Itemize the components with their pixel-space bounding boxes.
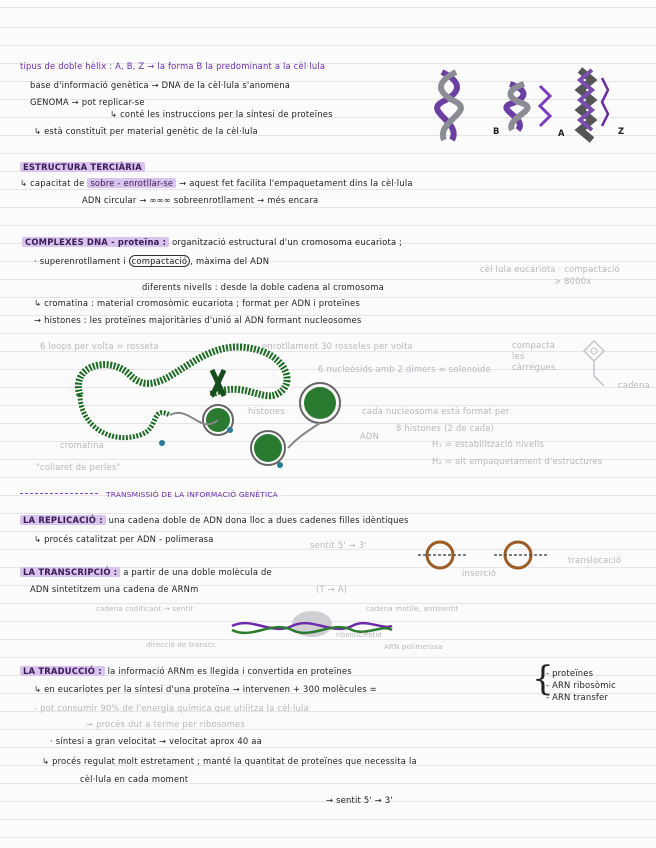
translation-direction: → sentit 5' → 3' — [326, 795, 393, 805]
faint-beads: "collaret de perles" — [36, 462, 121, 472]
faint-charges: compacta les càrregues — [512, 340, 556, 372]
genome-line: GENOMA → pot replicar-se — [30, 97, 145, 107]
faint-coding: cadena codificant → sentit — [96, 605, 194, 613]
helix-drawings — [436, 68, 636, 144]
complexes-line — [22, 237, 402, 248]
faint-translocation: translocació — [568, 555, 622, 565]
faint-chromatin: cromatina — [60, 440, 105, 450]
helix-z-icon — [580, 70, 608, 140]
transcription-heading: LA TRANSCRIPCIÓ : — [20, 567, 120, 577]
regulation-line: ↳ procés regulat molt estretament ; manté la quantitat de proteïnes que necessita la — [42, 756, 417, 766]
helix-a-icon — [506, 84, 550, 130]
chromatin-line: ↳ cromatina : material cromosòmic eucariota ; format per ADN i proteïnes — [34, 298, 360, 308]
transcription-def: a partir de una doble molècula de — [123, 567, 272, 577]
translation-heading: LA TRADUCCIÓ : — [20, 666, 105, 676]
helix-label-a: A — [558, 128, 565, 138]
faint-direction: sentit 5' → 3' — [310, 540, 367, 550]
histones-line: → histones : les proteïnes majoritàries d'unió al ADN formant nucleosomes — [34, 315, 362, 325]
translation-eukaryotes-line: ↳ en eucariotes per la síntesi d'una proteïna → intervenen + 300 molècules = — [34, 684, 377, 694]
faint-8-histones: 8 histones (2 de cada) — [396, 423, 495, 433]
tertiary-heading-text: ESTRUCTURA TERCIÀRIA — [20, 162, 145, 172]
replication-line — [20, 515, 409, 526]
histone-molecule-sketch — [574, 336, 624, 396]
faint-h1: H₁ = estabilització nivells — [432, 439, 544, 449]
faint-insertion: inserció — [462, 568, 497, 578]
brace-item-3: - ARN transfer — [546, 692, 609, 702]
faint-coil: enrotllament 30 rosseles per volta — [262, 341, 413, 351]
faint-loops: 6 loops per volta = rosseta — [40, 341, 159, 351]
compaction-part1: · superenrotllament i — [34, 256, 126, 266]
faint-t-a: (T → A) — [316, 584, 348, 594]
faint-ribonucleotide: ribonucleòtid — [336, 631, 382, 639]
complexes-heading: COMPLEXES DNA - proteïna : — [22, 237, 169, 247]
faint-histones: histones — [248, 406, 285, 416]
replication-def: una cadena doble de ADN dona lloc a dues cadenes filles idèntiques — [108, 515, 409, 525]
chromatin-diagram — [70, 335, 370, 480]
faint-transcr-dir: direcció de transcr. — [146, 641, 217, 649]
replication-enzyme-line: ↳ procés catalitzat per ADN - polimerasa — [34, 534, 214, 544]
faint-energy: - pot consumir 90% de l'energia química que utilitza la cèl·lula — [34, 703, 309, 713]
faint-compaction: cèl·lula eucariota · compactació — [480, 264, 620, 274]
translation-line — [20, 666, 352, 677]
transmission-heading: TRANSMISSIÓ DE LA INFORMACIÓ GENÈTICA — [106, 490, 278, 499]
genome-info-line: base d'informació genètica → DNA de la cèl·lula s'anomena — [30, 80, 291, 90]
speed-line: · síntesi a gran velocitat → velocitat aprox 40 aa — [50, 736, 262, 746]
brace-item-1: - proteïnes — [546, 668, 594, 678]
faint-polymerase: ARN polimerasa — [384, 643, 443, 651]
helix-label-z: Z — [618, 126, 625, 136]
faint-ribosomes: → procés dut a terme per ribosomes — [86, 719, 245, 729]
complexes-def: organització estructural d'un cromosoma eucariota ; — [172, 237, 403, 247]
transcription-line2: ADN sintetitzem una cadena de ARNm — [30, 584, 199, 594]
levels-line: diferents nivells : desde la doble cadena al cromosoma — [142, 282, 384, 292]
translation-def: la informació ARNm es llegida i convertida en proteïnes — [107, 666, 352, 676]
faint-template: cadena motlle, antisentit — [366, 605, 459, 613]
transcription-sketch — [232, 608, 392, 648]
transcription-line — [20, 567, 272, 578]
supercoil-part1: ↳ capacitat de — [20, 178, 85, 188]
compaction-part3: , màxima del ADN — [190, 256, 270, 266]
helix-b-icon — [437, 72, 461, 140]
section-divider — [20, 493, 98, 494]
brace-item-2: - ARN ribosòmic — [546, 680, 616, 690]
nucleosome-icon-3 — [304, 387, 336, 419]
circular-dna-line: ADN circular → ∞∞∞ sobreenrotllament → més encara — [82, 195, 319, 205]
supercoil-part3: → aquest fet facilita l'empaquetament dins la cèl·lula — [179, 178, 413, 188]
replication-heading: LA REPLICACIÓ : — [20, 515, 106, 525]
compaction-line — [34, 256, 269, 267]
faint-cadena: cadena — [618, 380, 650, 390]
tertiary-heading — [20, 162, 145, 173]
supercoil-highlight: sobre - enrotllar-se — [87, 178, 176, 188]
brace-icon: { — [532, 659, 554, 699]
genome-instructions-line: ↳ conté les instruccions per la síntesi de proteïnes — [110, 109, 333, 119]
regulation-line2: cèl·lula en cada moment — [80, 774, 189, 784]
faint-compaction-factor: > 8000x — [554, 276, 592, 286]
compaction-boxed: compactació — [129, 255, 191, 267]
helix-label-b: B — [493, 126, 500, 136]
helix-types-line: tipus de doble hèlix : A, B, Z → la forma B la predominant a la cèl·lula — [20, 61, 326, 71]
faint-solenoid: 6 nucleòsids amb 2 dimers = solenoide — [318, 364, 491, 374]
nucleosome-icon-2 — [254, 434, 282, 462]
faint-nucleosome: cada nucleosoma està format per — [362, 406, 510, 416]
faint-h2: H₂ = alt empaquetament d'estructures — [432, 456, 603, 466]
supercoil-line — [20, 178, 413, 189]
faint-adn: ADN — [360, 431, 380, 441]
genome-material-line: ↳ està constituït per material genètic de la cèl·lula — [34, 126, 258, 136]
